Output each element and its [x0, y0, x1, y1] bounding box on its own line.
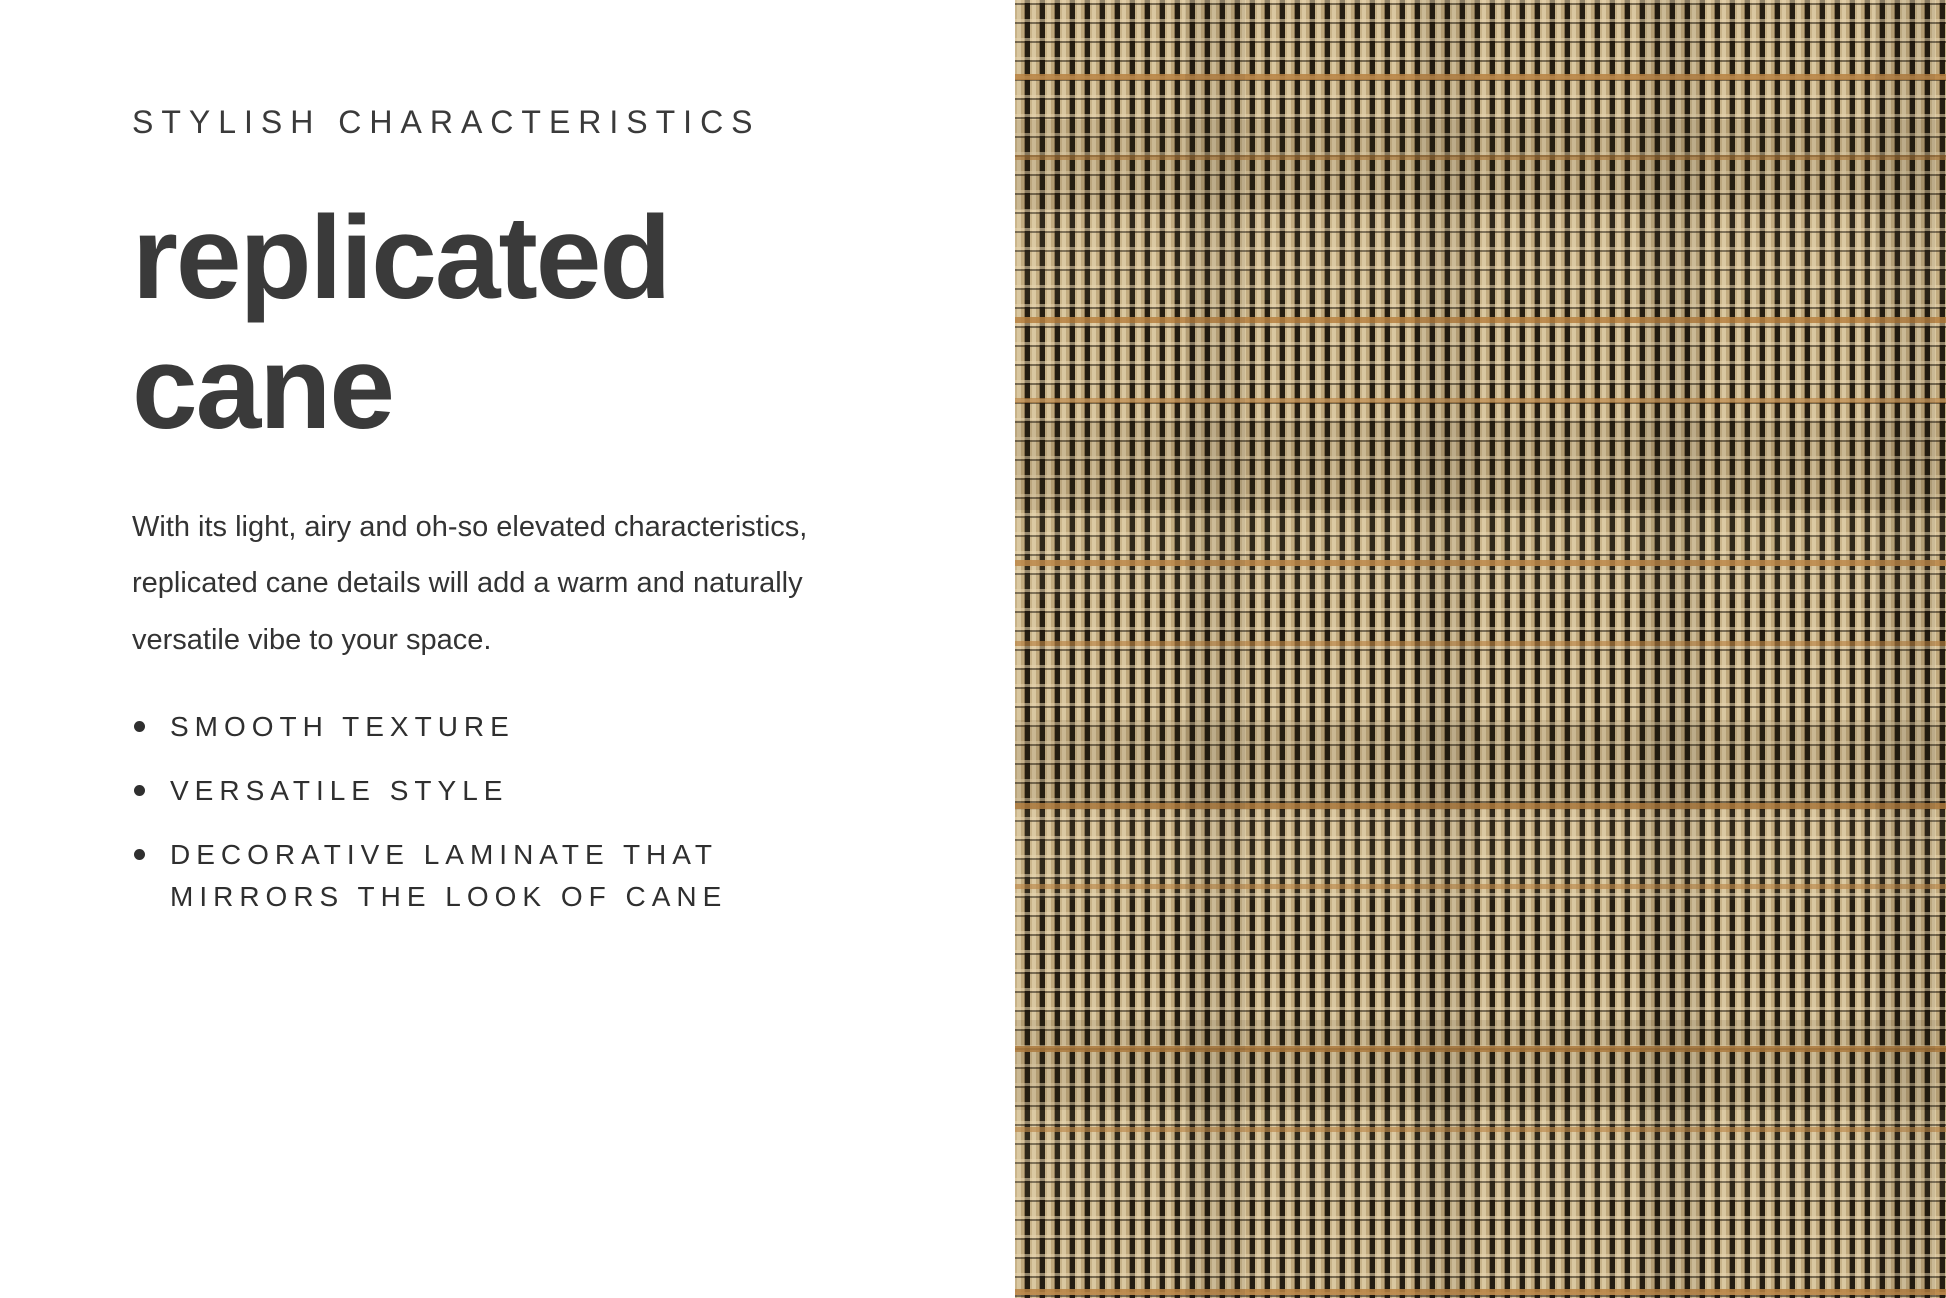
feature-text: VERSATILE STYLE — [170, 775, 509, 807]
cane-texture-image — [1015, 0, 1946, 1298]
bullet-dot-icon — [134, 721, 145, 732]
feature-text-line-1: DECORATIVE LAMINATE THAT — [170, 839, 718, 871]
description-line-1: With its light, airy and oh-so elevated characteristics, — [132, 510, 808, 543]
feature-text: SMOOTH TEXTURE — [170, 711, 515, 743]
bullet-dot-icon — [134, 785, 145, 796]
feature-list — [132, 706, 1015, 918]
list-item — [132, 706, 1015, 748]
description-line-3: versatile vibe to your space. — [132, 623, 492, 656]
description-paragraph — [132, 499, 1015, 669]
list-item — [132, 834, 1015, 918]
page-title — [132, 194, 1015, 454]
page-title-line-2: cane — [132, 321, 393, 454]
bullet-dot-icon — [134, 849, 145, 860]
eyebrow-label: STYLISH CHARACTERISTICS — [132, 104, 761, 140]
page-title-line-1: replicated — [132, 192, 670, 324]
list-item — [132, 770, 1015, 812]
feature-text-line-2: MIRRORS THE LOOK OF CANE — [170, 881, 728, 913]
description-line-2: replicated cane details will add a warm and naturally — [132, 567, 803, 600]
